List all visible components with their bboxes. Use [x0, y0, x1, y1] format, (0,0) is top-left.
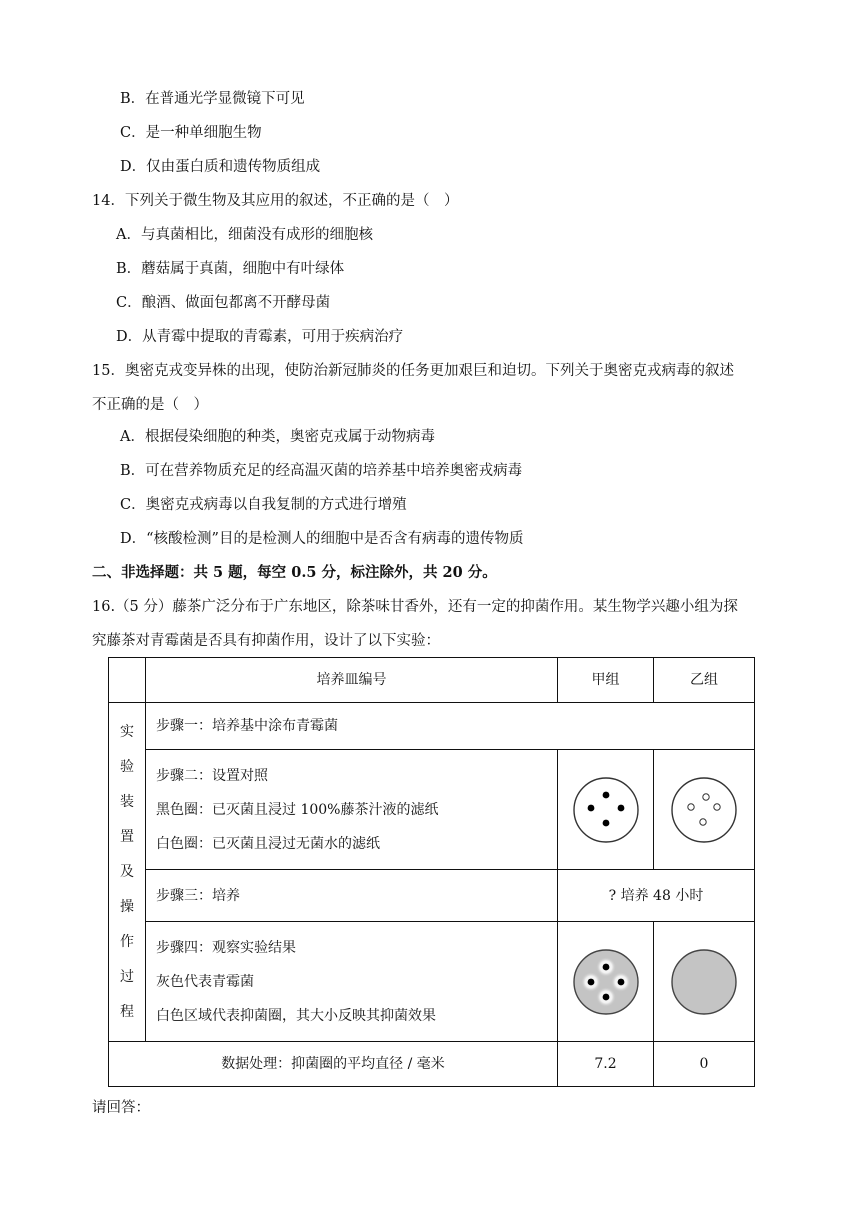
step1-text: 步骤一：培养基中涂布青霉菌 — [146, 703, 755, 750]
data-row — [109, 1042, 755, 1087]
corner-cell — [109, 658, 146, 703]
header-dish-number: 培养皿编号 — [146, 658, 558, 703]
step2-row — [109, 750, 755, 870]
petri-dish-black-dots-icon — [571, 775, 641, 845]
option-14b: B．蘑菇属于真菌，细胞中有叶绿体 — [116, 261, 345, 277]
experiment-table — [108, 657, 755, 1087]
step2-text: 步骤二：设置对照 黑色圈：已灭菌且浸过 100%藤茶汁液的滤纸 白色圈：已灭菌且浸过无菌水的滤纸 — [146, 750, 558, 870]
closing-prompt: 请回答： — [92, 1100, 150, 1116]
dish-a-result — [558, 922, 654, 1042]
option-14c: C．酿酒、做面包都离不开酵母菌 — [116, 295, 331, 311]
option-15d: D．“核酸检测”目的是检测人的细胞中是否含有病毒的遗传物质 — [120, 531, 524, 547]
side-label-text: 实 验 装 置 及 操 作 过 程 — [120, 723, 134, 1020]
step3-text: 步骤三：培养 — [146, 870, 558, 922]
question-14: 14．下列关于微生物及其应用的叙述，不正确的是（ ） — [92, 193, 459, 209]
side-label — [109, 703, 146, 1042]
dish-a-setup — [558, 750, 654, 870]
petri-dish-full-growth-icon — [669, 947, 739, 1017]
option-14a: A．与真菌相比，细菌没有成形的细胞核 — [116, 227, 373, 243]
step1-row — [109, 703, 755, 750]
data-group-a: 7.2 — [558, 1042, 654, 1087]
question-16-line1: 16.（5 分）藤茶广泛分布于广东地区，除茶味甘香外，还有一定的抑菌作用。某生物学兴趣小组为探 — [92, 599, 738, 615]
option-15c: C．奥密克戎病毒以自我复制的方式进行增殖 — [120, 497, 407, 513]
question-15-line1: 15．奥密克戎变异株的出现，使防治新冠肺炎的任务更加艰巨和迫切。下列关于奥密克戎病毒的叙述 — [92, 363, 734, 379]
data-label: 数据处理：抑菌圈的平均直径 / 毫米 — [109, 1042, 558, 1087]
header-group-a: 甲组 — [558, 658, 654, 703]
option-13c: C．是一种单细胞生物 — [120, 125, 262, 141]
petri-dish-inhibition-zones-icon — [571, 947, 641, 1017]
step4-row — [109, 922, 755, 1042]
petri-dish-white-dots-icon — [669, 775, 739, 845]
section-heading: 二、非选择题：共 5 题，每空 0.5 分，标注除外，共 20 分。 — [92, 564, 497, 581]
data-group-b: 0 — [654, 1042, 755, 1087]
question-16-line2: 究藤茶对青霉菌是否具有抑菌作用，设计了以下实验： — [92, 633, 440, 649]
option-13d: D．仅由蛋白质和遗传物质组成 — [120, 159, 321, 175]
option-14d: D．从青霉中提取的青霉素，可用于疾病治疗 — [116, 329, 404, 345]
dish-b-setup — [654, 750, 755, 870]
step3-row — [109, 870, 755, 922]
option-15b: B．可在营养物质充足的经高温灭菌的培养基中培养奥密戎病毒 — [120, 463, 523, 479]
dish-b-result — [654, 922, 755, 1042]
header-group-b: 乙组 — [654, 658, 755, 703]
step3-result: ? 培养 48 小时 — [558, 870, 755, 922]
table-header-row — [109, 658, 755, 703]
option-15a: A．根据侵染细胞的种类，奥密克戎属于动物病毒 — [120, 429, 435, 445]
question-15-line2: 不正确的是（ ） — [92, 397, 208, 413]
step4-text: 步骤四：观察实验结果 灰色代表青霉菌 白色区域代表抑菌圈，其大小反映其抑菌效果 — [146, 922, 558, 1042]
option-13b: B．在普通光学显微镜下可见 — [120, 91, 305, 107]
